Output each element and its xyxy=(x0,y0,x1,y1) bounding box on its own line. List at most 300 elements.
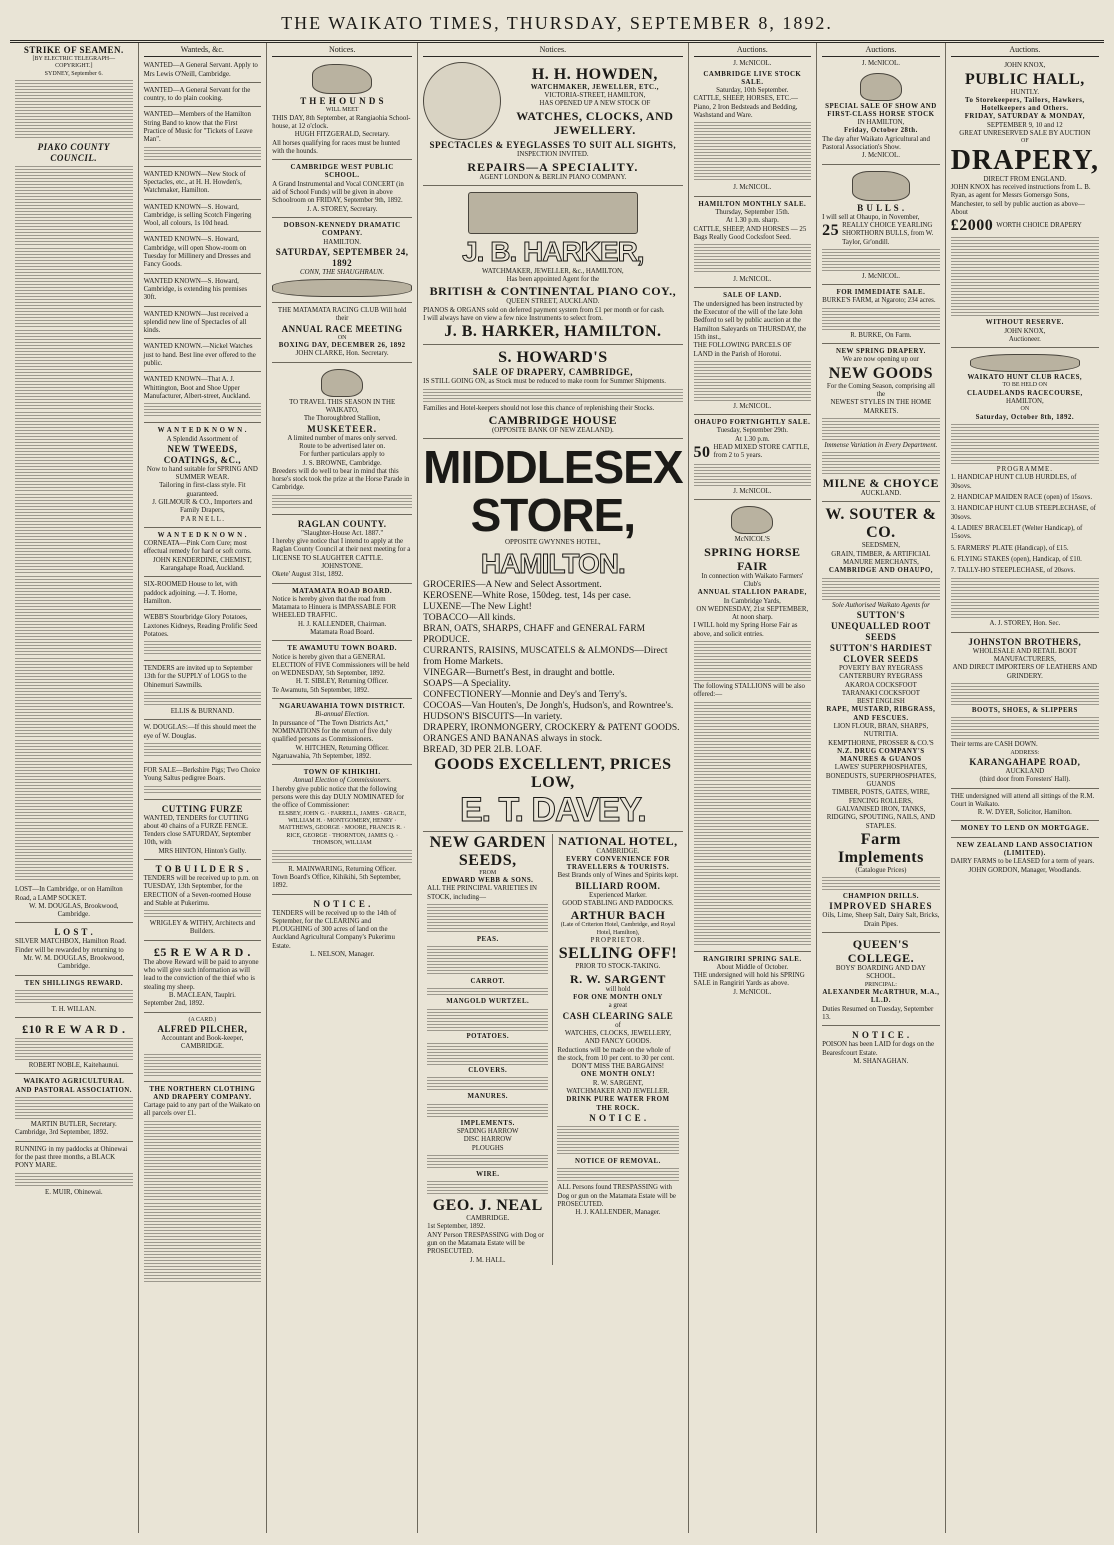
column-heading: Notices. xyxy=(423,45,682,57)
ad-text-block xyxy=(144,786,262,794)
sale-text: CATTLE, SHEEP, AND HORSES — 25 Bags Really Good Cocksfoot Seed. xyxy=(693,225,807,241)
dramatic-date: SATURDAY, SEPTEMBER 24, 1892 xyxy=(275,246,409,268)
ad-text-block xyxy=(694,244,812,274)
fair-text: I WILL hold my Spring Horse Fair as above, and solicit entries. xyxy=(693,622,798,638)
racing-date: BOXING DAY, DECEMBER 26, 1892 xyxy=(278,342,406,350)
implements-heading: IMPLEMENTS. xyxy=(460,1119,515,1127)
harker-ad xyxy=(423,188,682,345)
dramatic-heading: DOBSON-KENNEDY DRAMATIC COMPANY. xyxy=(283,221,401,238)
wanted-ad xyxy=(144,276,262,307)
column-notices-wide xyxy=(418,43,688,1533)
store-line: TOBACCO—All kinds. xyxy=(423,612,516,623)
manures-line: MANURES & GUANOS xyxy=(840,756,922,764)
horse-illustration xyxy=(321,369,363,397)
awamutu-text: Notice is hereby given that a GENERAL ELECTION of FIVE Commissioners will be held on WEDNESDAY, 5th September, 1892. xyxy=(272,653,410,678)
awamutu-signature: H. T. SIBLEY, Returning Officer. xyxy=(295,678,389,686)
sale-heading: RANGIRIRI SPRING SALE. xyxy=(703,955,802,963)
howden-ad xyxy=(423,60,682,186)
drapery-big: DRAPERY, xyxy=(950,144,1100,176)
spring-drapery-ad xyxy=(822,346,940,502)
wanted-text: WANTED KNOWN—Just received a splendid new line of Spectacles of all kinds. xyxy=(143,310,249,335)
notice-heading: N O T I C E . xyxy=(313,898,371,909)
carrot-heading: CARROT. xyxy=(470,978,506,986)
middlesex-sub: OPPOSITE GWYNNE'S HOTEL, xyxy=(505,539,601,547)
masthead xyxy=(10,6,1104,40)
sale-text: THE undersigned will hold his SPRING SALE in Rangiriri Yards as above. xyxy=(693,972,805,988)
iron-line: GALVANISED IRON, TANKS, xyxy=(836,805,926,813)
tweeds-line: A Splendid Assortment of xyxy=(166,435,239,443)
wanted-ad xyxy=(144,202,262,233)
selling-sub: PRIOR TO STOCK-TAKING. xyxy=(575,963,661,971)
hounds-meet: WILL MEET xyxy=(325,107,359,114)
matamata-heading: MATAMATA ROAD BOARD. xyxy=(292,587,393,595)
ad-text-block xyxy=(427,904,548,934)
johnston-terms: Their terms are CASH DOWN. xyxy=(950,741,1038,749)
piako-heading: PIAKO COUNTY COUNCIL. xyxy=(37,142,110,164)
hall-days: FRIDAY, SATURDAY & MONDAY, xyxy=(964,113,1085,121)
wanted-ad xyxy=(144,309,262,340)
race-event: 6. FLYING STAKES (open), Handicap, of £10. xyxy=(950,555,1082,563)
manures-heading: MANURES. xyxy=(467,1093,509,1101)
wanted-ad xyxy=(144,109,262,166)
potatoes-ad xyxy=(144,612,262,661)
bulls-heading: B U L L S . xyxy=(857,202,905,213)
wanted-text: WANTED—A General Servant. Apply to Mrs Lewis O'Neill, Cambridge. xyxy=(143,62,258,78)
kihikihi-heading: TOWN OF KIHIKIHI. xyxy=(303,769,381,777)
house-ad xyxy=(144,579,262,610)
hotel-stabling: GOOD STABLING AND PADDOCKS. xyxy=(562,900,674,908)
hall-place: HUNTLY. xyxy=(1010,88,1040,96)
souter-sole: Sole Authorised Waikato Agents for xyxy=(831,601,930,609)
sale-text: The undersigned has been instructed by the Executor of the will of the late John Bedford to sell by public auction at the Hamilton Saleyards on THURSDAY, the 15th inst., xyxy=(693,300,807,341)
middlesex-ad xyxy=(423,441,682,831)
column-wanteds xyxy=(139,43,268,1533)
news-text-block xyxy=(15,80,133,140)
souter-grain: GRAIN, TIMBER, & ARTIFICIAL MANURE MERCHANTS, xyxy=(831,550,931,567)
kihikihi-place: Town Board's Office, Kihikihi, 5th September, 1892. xyxy=(272,873,401,890)
hall-audience: To Storekeepers, Tailors, Hawkers, Hotelkeepers and Others. xyxy=(965,96,1085,113)
kihikihi-ad xyxy=(272,767,412,894)
ad-text-block xyxy=(557,1126,678,1156)
store-line: BREAD, 3D PER 2LB. LOAF. xyxy=(423,744,542,755)
race-event: 7. TALLY-HO STEEPLECHASE, of 20sovs. xyxy=(950,567,1076,575)
howden-sub: WATCHMAKER, JEWELLER, ETC., xyxy=(530,83,659,91)
tweeds-tail: Tailoring in first-class style. Fit guaranteed. xyxy=(159,482,246,498)
drug-line: N.Z. DRUG COMPANY'S xyxy=(837,747,925,755)
sargent-cash: CASH CLEARING SALE xyxy=(562,1010,674,1021)
pony-ad xyxy=(15,1144,133,1200)
howard-sub: SALE OF DRAPERY, CAMBRIDGE, xyxy=(472,367,633,378)
lost-text: LOST—In Cambridge, or on Hamilton Road, a LAMP SOCKET. xyxy=(15,886,123,902)
sargent-one: ONE MONTH ONLY! xyxy=(580,1071,656,1079)
bach-name: ARTHUR BACH xyxy=(570,908,666,923)
drapery-value: £2000 xyxy=(950,217,994,235)
hall-dates: SEPTEMBER 9, 10 and 12 xyxy=(987,121,1063,129)
ngaruawahia-text: In pursuance of "The Town Districts Act," NOMINATIONS for the return of five duly qualified persons as Commissioners. xyxy=(272,719,392,744)
notice-text: POISON has been LAID for dogs on the Bearesfcourt Estate. xyxy=(822,1041,935,1057)
trespass-signature: J. M. HALL. xyxy=(469,1256,506,1264)
hunt-club-races-ad xyxy=(951,350,1099,633)
column-notices xyxy=(267,43,418,1533)
kihikihi-sub: Annual Election of Commissioners. xyxy=(293,777,391,785)
ad-text-block xyxy=(694,122,812,182)
ad-text-block xyxy=(144,147,262,161)
wanted-ad xyxy=(144,234,262,273)
suttons-clover: SUTTON'S HARDIEST CLOVER SEEDS xyxy=(829,642,932,664)
ad-text-block xyxy=(427,1009,548,1031)
store-line: CURRANTS, RAISINS, MUSCATELS & ALMONDS—Direct from Home Markets. xyxy=(423,645,668,667)
five-pound-reward-ad xyxy=(144,943,262,1013)
reward-signature: ROBERT NOBLE, Kaitehaunui. xyxy=(28,1062,119,1070)
lawes-line: LAWES' SUPERPHOSPHATES, xyxy=(834,764,927,772)
pilcher-ad xyxy=(144,1015,262,1082)
fair-heading: SPRING HORSE FAIR xyxy=(704,544,801,573)
sale-follow: THE FOLLOWING PARCELS OF LAND in the Parish of Horotui. xyxy=(693,342,792,358)
farm-catalogue: (Catalogue Prices) xyxy=(855,866,907,874)
wanted-ad xyxy=(144,85,262,108)
bach-sub: (Late of Criterion Hotel, Cambridge, and Royal Hotel, Hamilton), xyxy=(560,922,676,936)
drapery-big: NEW GOODS xyxy=(828,364,934,382)
travel-sub: The Thoroughbred Stallion, xyxy=(303,415,381,423)
address-city: AUCKLAND xyxy=(1005,767,1045,775)
college-sub: BOYS' BOARDING AND DAY SCHOOL. xyxy=(835,965,926,981)
howden-inspection: INSPECTION INVITED. xyxy=(517,151,589,159)
sale-text: CATTLE, SHEEP, HORSES, ETC.—Piano, 2 Iron Bedsteads and Bedding, Washstand and Ware. xyxy=(693,95,798,120)
address-label: ADDRESS: xyxy=(1010,749,1040,756)
sargent-items: WATCHES, CLOCKS, JEWELLERY, AND FANCY GOODS. xyxy=(564,1029,671,1046)
hotel-sub: EVERY CONVENIENCE FOR TRAVELLERS & TOURISTS. xyxy=(566,855,670,872)
ad-text-block xyxy=(951,683,1099,705)
ad-text-block xyxy=(144,1203,262,1283)
breeders-text: Breeders will do well to bear in mind that this horse's stock took the prize at the Horse Parade in Cambridge. xyxy=(272,467,410,492)
auctioneer-signature: J. McNICOL. xyxy=(861,152,900,160)
ngaruawahia-ad xyxy=(272,701,412,765)
ad-text-block xyxy=(694,361,812,401)
sale-heading: FOR IMMEDIATE SALE. xyxy=(836,289,926,297)
ad-text-block xyxy=(15,990,133,1004)
association-signature: MARTIN BUTLER, Secretary. xyxy=(30,1121,117,1129)
wanted-known-heading: W A N T E D K N O W N . xyxy=(157,427,248,435)
seed-line: BEST ENGLISH xyxy=(856,698,905,706)
news-text-block xyxy=(15,166,133,246)
ad-text-block xyxy=(144,1121,262,1201)
souter-name: W. SOUTER & CO. xyxy=(825,506,937,542)
wanted-text: WANTED KNOWN.—Nickel Watches just to hand. Best line ever offered to the public. xyxy=(143,343,256,368)
raglan-ad xyxy=(272,517,412,584)
northern-clothing-ad xyxy=(144,1084,262,1288)
races-on: ON xyxy=(1020,406,1030,413)
reward-heading: TEN SHILLINGS REWARD. xyxy=(24,979,123,987)
garden-from: FROM xyxy=(479,869,497,876)
bach-proprietor: PROPRIETOR. xyxy=(590,937,646,945)
trespass-text: ANY Person TRESPASSING with Dog or gun on the Matamata Estate will be PROSECUTED. xyxy=(427,1231,544,1256)
drapery-immense: Immense Variation in Every Department. xyxy=(824,441,938,449)
school-concert-ad xyxy=(272,162,412,218)
raglan-date: Okete' August 31st, 1892. xyxy=(272,571,344,579)
solicitor-ad xyxy=(951,791,1099,822)
auctioneer-signature: J. McNICOL. xyxy=(733,276,772,284)
ten-shillings-ad xyxy=(15,978,133,1019)
hotel-place: CAMBRIDGE. xyxy=(596,847,640,855)
ad-text-block xyxy=(144,403,262,417)
association-heading: WAIKATO AGRICULTURAL AND PASTORAL ASSOCIATION. xyxy=(15,1078,133,1094)
ad-text-block xyxy=(15,1173,133,1187)
race-event: 2. HANDICAP MAIDEN RACE (open) of 15sovs. xyxy=(950,494,1093,502)
race-event: 1. HANDICAP HUNT CLUB HURDLES, of 30sovs. xyxy=(950,474,1077,490)
sale-heading: SALE OF LAND. xyxy=(723,292,782,300)
sale-signature: R. BURKE, On Farm. xyxy=(850,331,912,339)
ad-text-block xyxy=(694,702,812,782)
cambridge-stock-sale-ad xyxy=(694,69,812,197)
harker-text: PIANOS & ORGANS sold on deferred payment system from £1 per month or for cash. xyxy=(423,306,665,314)
farm-implements: Farm Implements xyxy=(837,830,924,866)
johnston-direct: AND DIRECT IMPORTERS OF LEATHERS AND GRINDERY. xyxy=(952,664,1098,680)
travel-apply: For further particulars apply to xyxy=(299,451,385,459)
builders-signature: WRIGLEY & WITHY, Architects and Builders. xyxy=(149,920,256,936)
drapery-heading: NEW SPRING DRAPERY. xyxy=(835,348,926,356)
flour-line: LION FLOUR, BRAN, SHARPS, NUTRITIA. xyxy=(833,722,929,739)
ad-text-block xyxy=(427,946,548,976)
ad-text-block xyxy=(144,910,262,918)
kihikihi-text: I hereby give public notice that the following persons were this day DULY NOMINATED for the office of Commissioner: xyxy=(272,785,405,810)
dairy-text: DAIRY FARMS to be LEASED for a term of years. xyxy=(950,858,1095,866)
johnston-sub: WHOLESALE AND RETAIL BOOT MANUFACTURERS, xyxy=(972,647,1077,664)
harker-agent: Has been appointed Agent for the xyxy=(506,276,600,284)
clovers-heading: CLOVERS. xyxy=(468,1067,508,1075)
column-heading: Notices. xyxy=(272,45,412,57)
college-duties: Duties Resumed on Tuesday, September 13. xyxy=(822,1005,934,1021)
ad-text-block xyxy=(144,743,262,757)
column-heading: Auctions. xyxy=(694,45,812,57)
chemist-name: JOHN KENDERDINE, CHEMIST, xyxy=(153,556,252,564)
immediate-sale-ad xyxy=(822,287,940,344)
sargent-name: R. W. SARGENT xyxy=(570,971,666,986)
tender-signature: ELLIS & BURNAND. xyxy=(170,708,235,716)
garden-webb: EDWARD WEBB & SONS. xyxy=(442,876,534,884)
ad-text-block xyxy=(951,717,1099,739)
howden-agent: AGENT LONDON & BERLIN PIANO COMPANY. xyxy=(479,173,627,181)
sale-date: About Middle of October. xyxy=(716,963,789,971)
auctioneer-signature: J. McNICOL. xyxy=(861,272,900,280)
dramatic-play: CONN, THE SHAUGHRAUN. xyxy=(300,268,385,276)
stallion-ad xyxy=(272,365,412,515)
corneata-ad xyxy=(144,530,262,577)
northern-clothing-heading: THE NORTHERN CLOTHING AND DRAPERY COMPANY. xyxy=(149,1085,256,1101)
corneata-text: CORNEATA—Pink Corn Cure; most effectual remedy for hard or soft corns. xyxy=(143,540,252,556)
races-signature: A. J. STOREY, Hon. Sec. xyxy=(989,620,1061,628)
fair-parade: ANNUAL STALLION PARADE, xyxy=(697,589,807,597)
howard-note: Families and Hotel-keepers should not lose this chance of replenishing their Stocks. xyxy=(423,404,655,412)
news-text-block xyxy=(15,494,133,574)
sargent-of: of xyxy=(615,1021,621,1029)
notice-text: TENDERS will be received up to the 14th of September, for the CLEARING and PLOUGHING of 300 acres of land on the Auckland Agricultural Company's Pukerimu Estate. xyxy=(272,909,397,950)
telegraph-credit: [BY ELECTRIC TELEGRAPH—COPYRIGHT.] xyxy=(32,56,116,70)
souter-ad xyxy=(822,504,940,933)
hunt-illustration xyxy=(272,279,412,297)
pony-signature: E. MUIR, Ohinewai. xyxy=(44,1188,103,1196)
removal-heading: NOTICE OF REMOVAL. xyxy=(575,1157,661,1165)
matamata-signature: H. J. KALLENDER, Chairman. xyxy=(298,620,387,628)
notice-signature: L. NELSON, Manager. xyxy=(310,951,375,959)
travel-route: Route to be advertised later on. xyxy=(299,442,386,450)
wanted-ad xyxy=(144,341,262,372)
hall-heading: PUBLIC HALL, xyxy=(964,70,1085,88)
travel-note: A limited number of mares only served. xyxy=(287,434,397,442)
ad-text-block xyxy=(144,1054,262,1076)
watch-illustration xyxy=(423,62,501,140)
store-line: COCOAS—Van Houten's, De Jongh's, Hudson's, and Rowntree's. xyxy=(423,700,674,711)
drapery-direct: DIRECT FROM ENGLAND. xyxy=(983,175,1067,183)
racing-text: THE MATAMATA RACING CLUB Will hold their xyxy=(277,307,407,323)
fair-date: ON WEDNESDAY, 21st SEPTEMBER, xyxy=(696,605,809,613)
auctioneer-signature: J. McNICOL. xyxy=(733,988,772,996)
store-line: CONFECTIONERY—Monnie and Dey's and Terry's. xyxy=(423,689,628,700)
mangold-heading: MANGOLD WURTZEL. xyxy=(446,998,530,1006)
furze-ad xyxy=(144,802,262,860)
lost-text: SILVER MATCHBOX, Hamilton Road. Finder will be rewarded by returning to xyxy=(15,938,127,954)
raglan-heading: RAGLAN COUNTY. xyxy=(297,518,387,529)
oils-line: Oils, Lime, Sheep Salt, Dairy Salt, Bricks, Drain Pipes. xyxy=(822,912,940,928)
dairy-signature: JOHN GORDON, Manager, Woodlands. xyxy=(968,866,1082,874)
sale-text: The day after Waikato Agricultural and Pastoral Association's Show. xyxy=(822,135,930,152)
race-event: 4. LADIES' BRACELET (Welter Handicap), of 15sovs. xyxy=(950,524,1083,541)
trespass-text: ALL Persons found TRESPASSING with Dog or gun on the Matamata Estate will be PROSECUTED. xyxy=(557,1184,676,1208)
tweeds-line2: Now to hand suitable for SPRING AND SUMMER WEAR. xyxy=(146,465,258,482)
wanted-ad xyxy=(144,169,262,200)
bulls-text: I will sell at Ohaupo, in November, xyxy=(822,213,920,221)
dramatic-company-ad xyxy=(272,220,412,303)
news-text-block xyxy=(15,658,133,738)
champion-drills: CHAMPION DRILLS. xyxy=(842,893,919,901)
timber-line: TIMBER, POSTS, GATES, WIRE, xyxy=(832,789,930,797)
howard-name: S. HOWARD'S xyxy=(498,349,608,367)
solicitor-signature: R. W. DYER, Solicitor, Hamilton. xyxy=(977,809,1072,817)
college-principal-label: PRINCIPAL: xyxy=(864,981,897,988)
kihikihi-signature: R. MAINWARING, Returning Officer. xyxy=(288,865,397,873)
notice-signature: M. SHANAGHAN. xyxy=(853,1057,909,1065)
milne-place: AUCKLAND. xyxy=(860,490,902,498)
seed-line: TARANAKI COCKSFOOT xyxy=(841,689,920,697)
harker-street: QUEEN STREET, AUCKLAND. xyxy=(506,298,600,306)
sale-date: Friday, October 28th. xyxy=(843,127,918,135)
store-line: VINEGAR—Burnett's Best, in draught and bottle. xyxy=(423,667,615,678)
sargent-reductions: Reductions will be made on the whole of the stock, from 10 per cent. to 30 per cent. xyxy=(557,1046,675,1062)
neal-place: CAMBRIDGE. xyxy=(466,1215,510,1223)
sale-heading: SPECIAL SALE OF SHOW AND FIRST-CLASS HORSE STOCK xyxy=(825,102,937,118)
gilmour-name: J. GILMOUR & CO., Importers and Family Drapers, xyxy=(152,498,253,515)
address-note: (third door from Foresters' Hall). xyxy=(979,776,1071,784)
hounds-title: T H E H O U N D S xyxy=(300,96,385,107)
howden-opened: HAS OPENED UP A NEW STOCK OF xyxy=(539,100,651,108)
fair-yards: In Cambridge Yards, xyxy=(723,597,781,605)
howden-name: H. H. HOWDEN, xyxy=(531,65,658,83)
address-road: KARANGAHAPE ROAD, xyxy=(969,756,1081,767)
college-principal: ALEXANDER McARTHUR, M.A., LL.D. xyxy=(822,989,940,1005)
bull-illustration xyxy=(852,171,910,201)
special-horse-sale-ad xyxy=(822,69,940,165)
stallions-text: The following STALLIONS will be also offered:— xyxy=(693,682,805,699)
association-date: Cambridge, 3rd September, 1892. xyxy=(15,1129,109,1137)
racing-signature: JOHN CLARKE, Hon. Secretary. xyxy=(295,350,389,358)
raglan-act: "Slaughter-House Act. 1887." xyxy=(301,529,384,537)
knox-text: JOHN KNOX has received instructions from L. B. Ryan, as agent for Messrs Gomersgo Sons, Manchester, to sell by public auction as above—About xyxy=(950,184,1091,216)
ad-text-block xyxy=(822,249,940,271)
column-heading: Wanteds, &c. xyxy=(144,45,262,57)
mortgage-ad xyxy=(951,823,1099,837)
bulls-ad xyxy=(822,167,940,285)
column-heading: Auctions. xyxy=(951,45,1099,57)
lost-socket-ad xyxy=(15,884,133,923)
reward-word: R E W A R D . xyxy=(170,944,251,959)
drapery-newest: NEWEST STYLES IN THE HOME MARKETS. xyxy=(830,399,932,415)
matamata-road-ad xyxy=(272,586,412,642)
reward-date: September 2nd, 1892. xyxy=(143,1000,205,1008)
masthead-title: THE WAIKATO TIMES, THURSDAY, SEPTEMBER 8, 1892. xyxy=(281,13,833,33)
association-heading: NEW ZEALAND LAND ASSOCIATION (LIMITED). xyxy=(956,841,1093,857)
race-events xyxy=(951,474,1099,575)
milne-name: MILNE & CHOYCE xyxy=(822,476,940,491)
souter-places: CAMBRIDGE AND OHAUPO, xyxy=(828,567,933,575)
news-text-block xyxy=(15,412,133,492)
sargent-great: a great xyxy=(608,1002,628,1010)
seed-line: CANTERBURY RYEGRASS xyxy=(839,673,923,681)
drink-heading: DRINK PURE WATER FROM THE ROCK. xyxy=(566,1096,670,1112)
awamutu-ad xyxy=(272,643,412,699)
ad-text-block xyxy=(822,418,940,440)
gilmour-street: P A R N E L L . xyxy=(180,515,224,523)
ad-text-block xyxy=(272,850,412,864)
sale-text: HEAD MIXED STORE CATTLE, from 2 to 5 years. xyxy=(713,444,810,460)
cattle-count: 50 xyxy=(693,444,711,462)
cambridge-house-sub: (OPPOSITE BANK OF NEW ZEALAND). xyxy=(491,426,614,434)
harker-name: J. B. HARKER, xyxy=(462,235,644,267)
sale-heading: OHAUPO FORTNIGHTLY SALE. xyxy=(694,419,811,427)
races-town: HAMILTON, xyxy=(1005,398,1044,406)
lost-heading: L O S T . xyxy=(54,927,94,938)
howden-watches: WATCHES, CLOCKS, AND JEWELLERY. xyxy=(516,108,674,137)
howden-spectacles: SPECTACLES & EYEGLASSES TO SUIT ALL SIGHTS, xyxy=(429,140,677,151)
column-auctions-2 xyxy=(817,43,946,1533)
lost-signature: Mr. W. M. DOUGLAS, Brookwood, Cambridge. xyxy=(23,955,125,971)
douglas-text: W. DOUGLAS:—If this should meet the eye of W. Douglas. xyxy=(143,724,257,740)
ohaupo-sale-ad xyxy=(694,417,812,500)
queens-college-ad xyxy=(822,935,940,1026)
drapery-for: For the Coming Season, comprising all the xyxy=(826,382,935,398)
ad-text-block xyxy=(15,1097,133,1119)
wanted-ad xyxy=(144,374,262,423)
school-text: A Grand Instrumental and Vocal CONCERT (in aid of School Funds) will be given in above Schoolroom on FRIDAY, September 9th, 1892. xyxy=(272,180,404,205)
hamilton-monthly-sale-ad xyxy=(694,199,812,289)
chemist-address: Karangahape Road, Auckland. xyxy=(160,565,245,573)
ad-text-block xyxy=(951,578,1099,618)
college-name: QUEEN'S COLLEGE. xyxy=(847,937,915,966)
store-line: BRAN, OATS, SHARPS, CHAFF and GENERAL FARM PRODUCE. xyxy=(423,623,646,645)
wanted-ad xyxy=(144,60,262,83)
hunt-illustration xyxy=(970,354,1080,372)
store-line: HUDSON'S BISCUITS—In variety. xyxy=(423,711,563,722)
auctioneer-name: JOHN KNOX, xyxy=(1004,62,1046,70)
pony-text: RUNNING in my paddocks at Ohinewai for the past three months, a BLACK PONY MARE. xyxy=(15,1145,128,1170)
drapery-open: We are now opening up our xyxy=(842,356,919,364)
suttons-root: SUTTON'S UNEQUALLED ROOT SEEDS xyxy=(831,609,931,642)
fair-owner: McNICOL'S xyxy=(734,536,770,544)
hotel-billiard: BILLIARD ROOM. xyxy=(575,880,661,891)
race-event: 3. HANDICAP HUNT CLUB STEEPLECHASE, of 30sovs. xyxy=(950,505,1096,521)
races-date: Saturday, October 8th, 1892. xyxy=(975,413,1075,421)
bonedust-line: BONEDUSTS, SUPERPHOSPHATES, GUANOS xyxy=(825,772,936,789)
hotel-wines: Best Brands only of Wines and Spirits kept. xyxy=(557,872,679,880)
hall-of: OF xyxy=(1021,138,1029,145)
